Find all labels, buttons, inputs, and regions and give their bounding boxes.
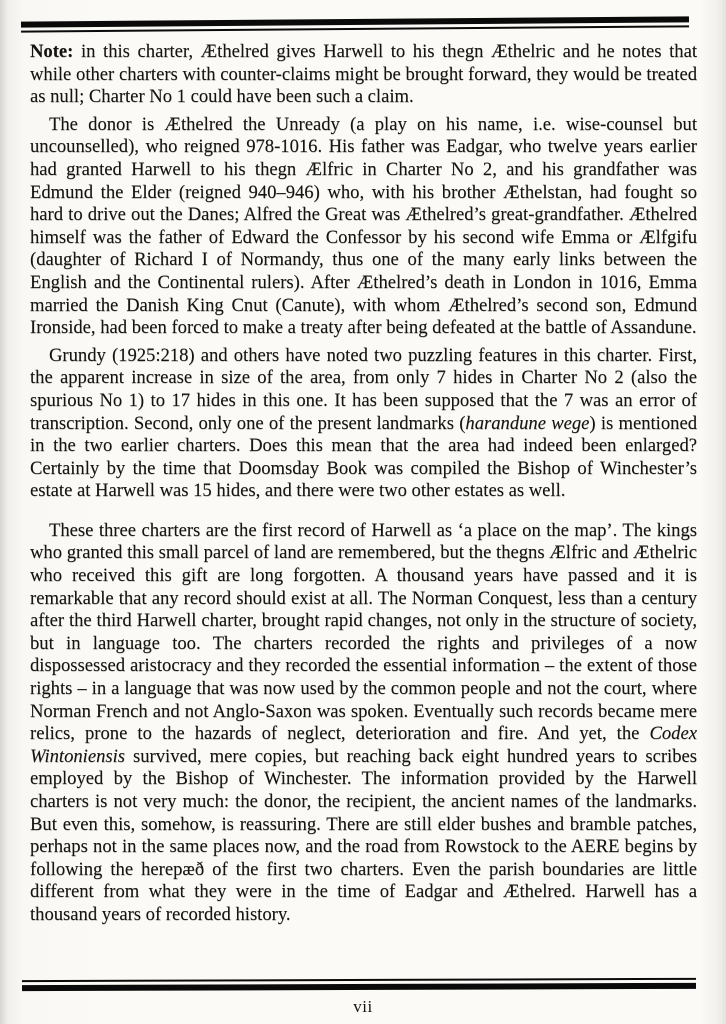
text-segment-normal: Grundy (1925:218) and others have noted two puzzling features in this charter. First, the apparent increase in size of the area, from only 7 hides in Charter No 2 (also the spurious No 1) to 17 hides in this one. It has been supposed that the 7 was an error of transcription. Second, only one of the present landmarks (	[30, 344, 697, 434]
donor-paragraph	[30, 114, 697, 340]
grundy-paragraph	[30, 345, 697, 503]
text-segment-bold: Note:	[30, 41, 74, 62]
text-segment-normal: survived, mere copies, but reaching back eight hundred years to scribes employed by the Bishop of Winchester. The information provided by the Harwell charters is not very much: the donor, the recipient, the ancient names of the landmarks. But even this, somehow, is reassuring. There are still elder bushes and bramble patches, perhaps not in the same places now, and the road from Rowstock to the AERE begins by following the herepæð of the first two charters. Even the parish boundaries are little different from what they were in the time of Eadgar and Æthelred. Harwell has a thousand years of recorded history.	[30, 745, 697, 925]
bottom-rule-thick-bar	[22, 983, 696, 991]
text-segment-italic: Codex Wintoniensis	[30, 723, 697, 767]
text-segment-normal: These three charters are the first record of Harwell as ‘a place on the map’. The kings who granted this small parcel of land are remembered, but the thegns Ælfric and Æthelric who received this gift are long forgotten. A thousand years have passed and it is remarkable that any record should exist at all. The Norman Conquest, less than a century after the third Harwell charter, brought rapid changes, not only in the structure of society, but in language too. The charters recorded the rights and privileges of a now dispossessed aristocracy and they recorded the essential information – the extent of those rights – in a language that was now used by the common people and not the court, where Norman French and not Anglo-Saxon was spoken. Eventually such records became mere relics, prone to the hazards of neglect, deterioration and fire. And yet, the	[30, 519, 697, 745]
text-segment-normal: in this charter, Æthelred gives Harwell to his thegn Æthelric and he notes that while other charters with counter-claims might be brought forward, they would be treated as null; Charter No 1 could have been such a claim.	[30, 41, 697, 108]
paragraph-container	[30, 41, 697, 927]
page-number: vii	[353, 997, 373, 1016]
top-double-rule	[21, 16, 689, 32]
text-segment-italic: harandune wege	[465, 412, 590, 434]
three-charters-paragraph	[30, 520, 697, 927]
note-paragraph	[30, 41, 697, 109]
text-segment-normal: ) is mentioned in the two earlier charters. Does this mean that the area had indeed been enlarged? Certainly by the time that Doomsday Book was compiled the Bishop of Winchester’s estate at Harwell was 15 hides, and there were two other estates as well.	[30, 412, 697, 502]
text-segment-normal: The donor is Æthelred the Unready (a play on his name, i.e. wise-counsel but uncounselled), who reigned 978-1016. His father was Eadgar, who twelve years earlier had granted Harwell to his thegn Ælfric in Charter No 2, and his grandfather was Edmund the Elder (reigned 940–946) who, with his brother Æthelstan, had fought so hard to drive out the Danes; Alfred the Great was Æthelred’s great-grandfather. Æthelred himself was the father of Edward the Confessor by his second wife Emma or Ælfgifu (daughter of Richard I of Normandy, thus one of the many early links between the English and the Continental rulers). After Æthelred’s death in London in 1016, Emma married the Danish King Cnut (Canute), with whom Æthelred’s second son, Edmund Ironside, had been forced to make a treaty after being defeated at the battle of Assandune.	[30, 113, 697, 339]
page-footer	[0, 997, 726, 1017]
bottom-double-rule	[22, 978, 696, 991]
page-text	[30, 41, 697, 927]
